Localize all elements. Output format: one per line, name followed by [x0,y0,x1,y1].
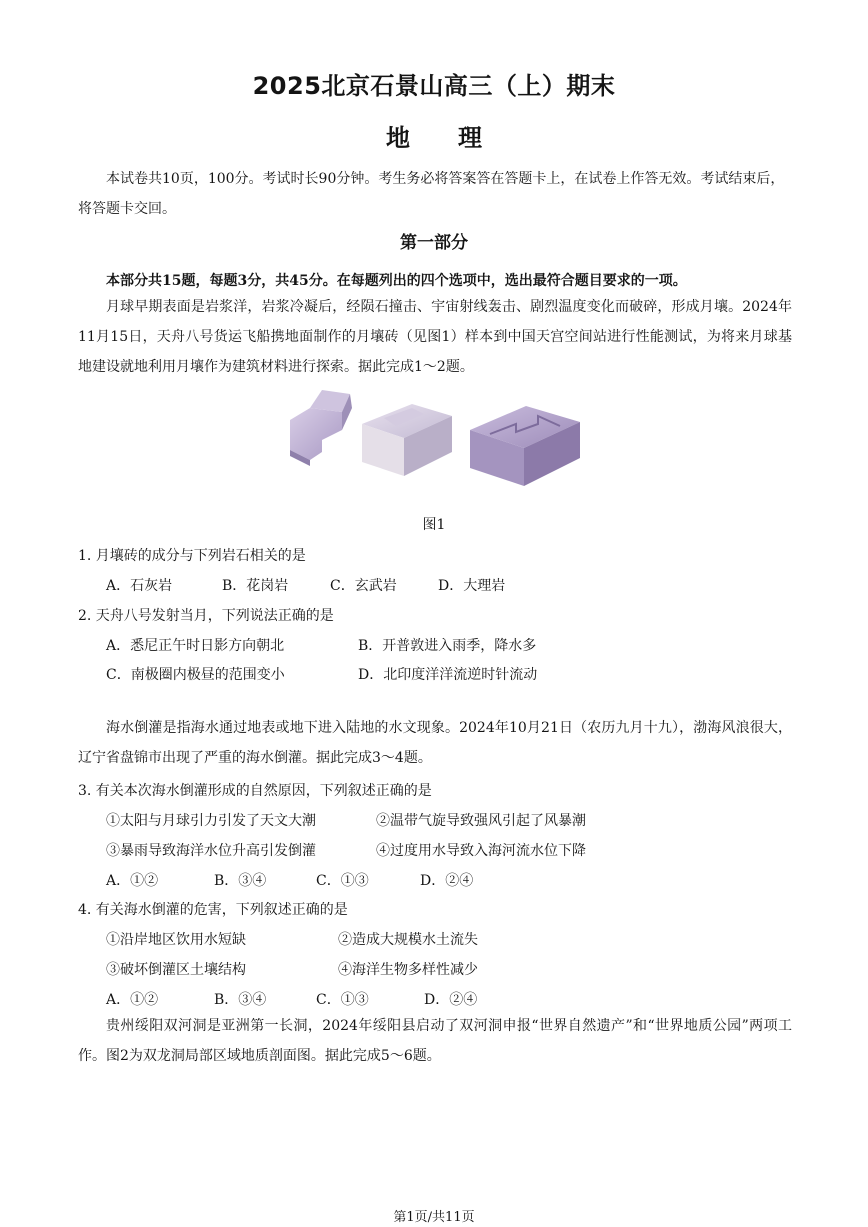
q4-option-c: C．①③ [316,992,369,1008]
passage-1: 月球早期表面是岩浆洋，岩浆冷凝后，经陨石撞击、宇宙射线轰击、剧烈温度变化而破碎，形成月壤。2024年11月15日，天舟八号货运飞船携地面制作的月壤砖（见图1）样本到中国天宫空间站进行性能测试，为将来月球基地建设就地利用月壤作为建筑材料进行探索。据此完成1～2题。 [78,299,792,375]
q3-statement-2: ②温带气旋导致强风引起了风暴潮 [376,813,586,829]
q1-stem: 1. 月壤砖的成分与下列岩石相关的是 [78,548,306,564]
q1-option-d: D．大理岩 [438,578,506,594]
q2-stem: 2. 天舟八号发射当月，下列说法正确的是 [78,608,334,624]
q1-option-c: C．玄武岩 [330,578,397,594]
brick-square-pale [362,404,452,476]
exam-title: 2025北京石景山高三（上）期末 [252,72,616,100]
q3-statement-3: ③暴雨导致海洋水位升高引发倒灌 [106,843,316,859]
q4-option-b: B．③④ [214,992,267,1008]
q3-option-c: C．①③ [316,873,369,889]
q4-stem: 4. 有关海水倒灌的危害，下列叙述正确的是 [78,902,348,918]
q2-option-a: A．悉尼正午时日影方向朝北 [106,638,285,654]
subject-title: 地 理 [386,124,482,152]
q4-statement-4: ④海洋生物多样性减少 [338,962,478,978]
q4-statement-3: ③破坏倒灌区土壤结构 [106,962,246,978]
q3-option-a: A．①② [106,873,159,889]
q2-option-b: B．开普敦进入雨季，降水多 [358,638,537,654]
section-note: 本部分共15题，每题3分，共45分。在每题列出的四个选项中，选出最符合题目要求的一项。 [106,273,687,289]
q4-statement-2: ②造成大规模水土流失 [338,932,478,948]
brick-puzzle [470,406,580,486]
passage-3: 贵州绥阳双河洞是亚洲第一长洞，2024年绥阳县启动了双河洞申报“世界自然遗产”和“世界地质公园”两项工作。图2为双龙洞局部区域地质剖面图。据此完成5～6题。 [78,1018,792,1064]
brick-l-shape [290,390,352,466]
q2-option-c: C．南极圈内极昼的范围变小 [106,667,285,683]
q4-option-a: A．①② [106,992,159,1008]
q4-statement-1: ①沿岸地区饮用水短缺 [106,932,246,948]
instructions: 本试卷共10页，100分。考试时长90分钟。考生务必将答案答在答题卡上，在试卷上作答无效。考试结束后，将答题卡交回。 [78,171,785,217]
passage-2: 海水倒灌是指海水通过地表或地下进入陆地的水文现象。2024年10月21日（农历九月十九），渤海风浪很大，辽宁省盘锦市出现了严重的海水倒灌。据此完成3～4题。 [78,720,792,766]
q3-option-b: B．③④ [214,873,267,889]
q2-option-d: D．北印度洋洋流逆时针流动 [358,667,538,683]
figure-1-moon-bricks [280,382,590,502]
q1-option-b: B．花岗岩 [222,578,289,594]
q3-stem: 3. 有关本次海水倒灌形成的自然原因，下列叙述正确的是 [78,783,432,799]
figure-1-caption: 图1 [422,517,446,533]
q3-statement-1: ①太阳与月球引力引发了天文大潮 [106,813,316,829]
q3-option-d: D．②④ [420,873,474,889]
q3-statement-4: ④过度用水导致入海河流水位下降 [376,843,586,859]
q1-option-a: A．石灰岩 [106,578,173,594]
q4-option-d: D．②④ [424,992,478,1008]
section-title: 第一部分 [400,233,468,253]
page-footer: 第1页/共11页 [393,1210,475,1225]
